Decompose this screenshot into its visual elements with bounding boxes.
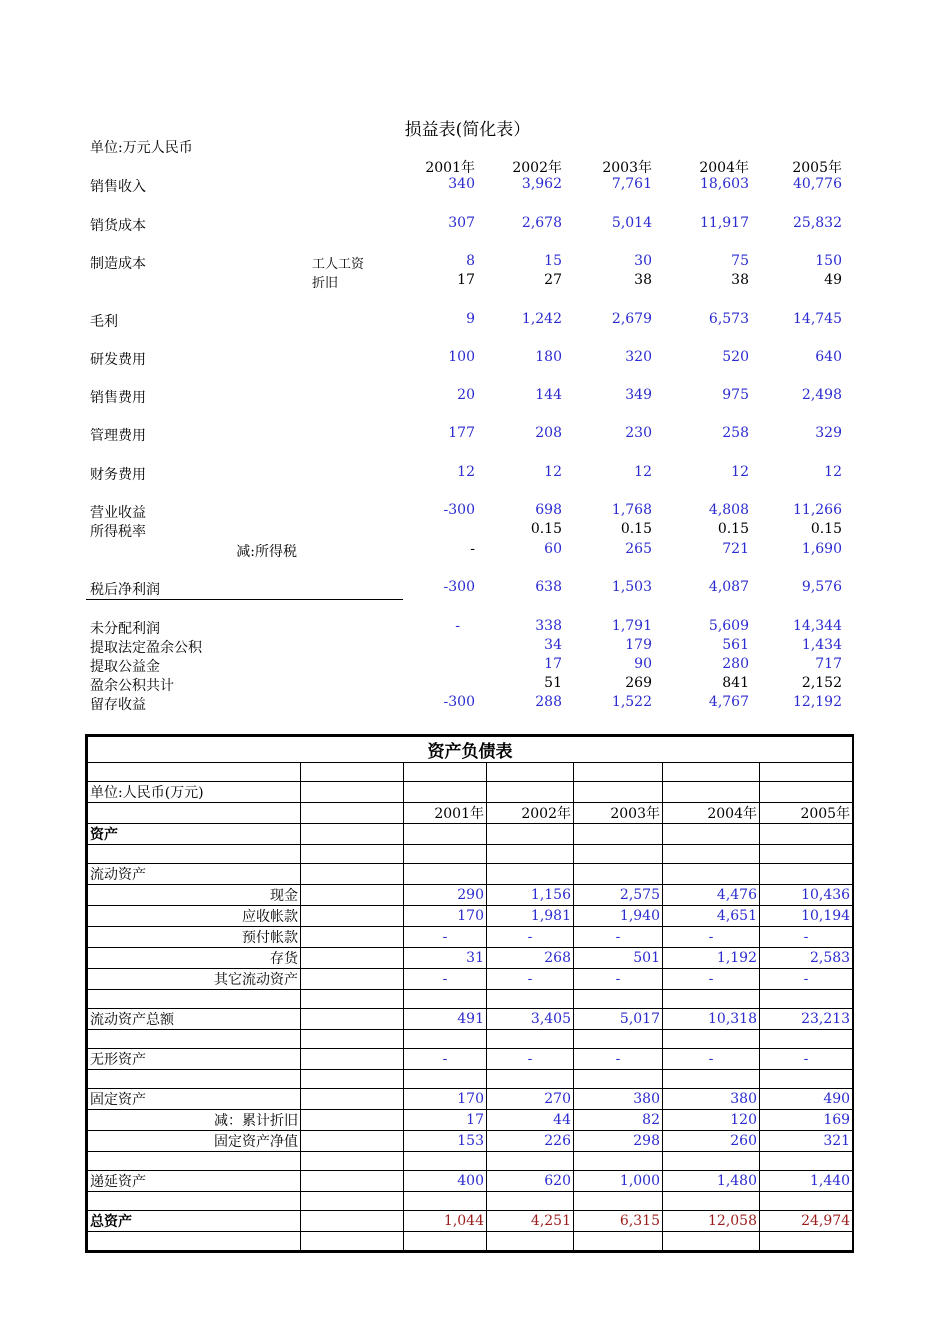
assets-heading-row xyxy=(88,824,853,845)
cell-value: 2,152 xyxy=(801,675,842,691)
cell-value: 2,575 xyxy=(574,885,663,906)
cell-value: 298 xyxy=(574,1131,663,1152)
cell-value: 290 xyxy=(404,885,487,906)
cell-value: 5,609 xyxy=(708,618,749,634)
cell-value: 620 xyxy=(487,1171,574,1192)
income-row-tax-rate xyxy=(0,521,950,540)
bs-row-total-current xyxy=(88,1009,853,1030)
year-header: 2003年 xyxy=(574,803,663,824)
blank-row xyxy=(88,1232,853,1251)
cell-value: 179 xyxy=(625,637,652,653)
income-statement-title: 损益表(简化表） xyxy=(404,120,531,140)
cell-value: 841 xyxy=(722,675,749,691)
cell-value: 698 xyxy=(535,502,562,518)
cell-value: 75 xyxy=(731,253,749,269)
bs-row-prepaid xyxy=(88,927,853,948)
cell-value: 258 xyxy=(722,425,749,441)
row-label: 减:所得税 xyxy=(236,544,297,560)
cell-value: - xyxy=(487,969,574,990)
blank-row xyxy=(88,845,853,864)
cell-value: 9 xyxy=(466,311,475,327)
cell-value: 170 xyxy=(404,1089,487,1110)
cell-value: 14,745 xyxy=(793,311,842,327)
balance-title-row xyxy=(88,737,853,763)
cell-value: 380 xyxy=(663,1089,760,1110)
cell-value: 12 xyxy=(731,464,749,480)
income-row-retained xyxy=(0,694,950,713)
blank-row xyxy=(88,1192,853,1211)
row-label: 提取法定盈余公积 xyxy=(90,640,202,656)
cell-value: - xyxy=(487,1049,574,1070)
cell-value: 18,603 xyxy=(700,176,749,192)
cell-value: 1,000 xyxy=(574,1171,663,1192)
cell-value: 5,017 xyxy=(574,1009,663,1030)
cell-value: 60 xyxy=(544,541,562,557)
cell-value: 1,522 xyxy=(611,694,652,710)
income-row-manufacturing-labor xyxy=(0,253,950,272)
cell-value: - xyxy=(455,618,460,634)
cell-value: - xyxy=(404,969,487,990)
year-header: 2001年 xyxy=(404,803,487,824)
current-assets-heading-row xyxy=(88,864,853,885)
row-label: 盈余公积共计 xyxy=(90,678,174,694)
year-header: 2003年 xyxy=(602,160,652,176)
bs-row-deferred xyxy=(88,1171,853,1192)
cell-value: 380 xyxy=(574,1089,663,1110)
year-header: 2002年 xyxy=(487,803,574,824)
cell-value: 1,044 xyxy=(404,1211,487,1232)
cell-value: - xyxy=(574,969,663,990)
year-header: 2004年 xyxy=(699,160,749,176)
cell-value: 8 xyxy=(466,253,475,269)
row-label: 无形资产 xyxy=(88,1049,301,1070)
income-row-operating xyxy=(0,502,950,521)
row-label: 毛利 xyxy=(90,314,118,330)
cell-value: 1,440 xyxy=(760,1171,853,1192)
cell-value: - xyxy=(663,969,760,990)
row-label: 固定资产 xyxy=(88,1089,301,1110)
cell-value: 4,251 xyxy=(487,1211,574,1232)
cell-value: - xyxy=(470,541,475,557)
cell-value: 717 xyxy=(815,656,842,672)
blank-row xyxy=(88,1030,853,1049)
cell-value: 144 xyxy=(535,387,562,403)
cell-value: 11,917 xyxy=(700,215,749,231)
cell-value: 23,213 xyxy=(760,1009,853,1030)
income-row-welfare-fund xyxy=(0,656,950,675)
cell-value: 17 xyxy=(457,272,475,288)
net-profit-underline xyxy=(86,599,403,600)
cell-value: 10,318 xyxy=(663,1009,760,1030)
balance-sheet-title: 资产负债表 xyxy=(88,737,853,763)
cell-value: 7,761 xyxy=(611,176,652,192)
cell-value: - xyxy=(574,1049,663,1070)
bs-row-intangible xyxy=(88,1049,853,1070)
cell-value: 12 xyxy=(544,464,562,480)
row-label: 提取公益金 xyxy=(90,659,160,675)
cell-value: 268 xyxy=(487,948,574,969)
cell-value: 10,436 xyxy=(760,885,853,906)
cell-value: -300 xyxy=(443,579,475,595)
row-label: 税后净利润 xyxy=(90,582,160,598)
cell-value: 4,651 xyxy=(663,906,760,927)
row-label: 销售费用 xyxy=(90,390,146,406)
row-label: 财务费用 xyxy=(90,467,146,483)
bs-row-receivables xyxy=(88,906,853,927)
row-label: 未分配利润 xyxy=(90,621,160,637)
cell-value: 120 xyxy=(663,1110,760,1131)
bs-row-fixed xyxy=(88,1089,853,1110)
bs-row-total-assets xyxy=(88,1211,853,1232)
cell-value: 20 xyxy=(457,387,475,403)
current-assets-heading: 流动资产 xyxy=(88,864,301,885)
row-label: 销售收入 xyxy=(90,179,146,195)
cell-value: 0.15 xyxy=(717,521,749,537)
cell-value: 0.15 xyxy=(530,521,562,537)
cell-value: 230 xyxy=(625,425,652,441)
cell-value: 0.15 xyxy=(620,521,652,537)
cell-value: 1,480 xyxy=(663,1171,760,1192)
cell-value: 270 xyxy=(487,1089,574,1110)
blank-row xyxy=(88,990,853,1009)
cell-value: 12 xyxy=(634,464,652,480)
bs-row-cash xyxy=(88,885,853,906)
cell-value: 280 xyxy=(722,656,749,672)
row-label: 存货 xyxy=(88,948,301,969)
cell-value: 49 xyxy=(824,272,842,288)
year-header: 2002年 xyxy=(512,160,562,176)
cell-value: 4,808 xyxy=(708,502,749,518)
blank-row xyxy=(88,763,853,782)
balance-unit-row xyxy=(88,782,853,803)
year-header: 2004年 xyxy=(663,803,760,824)
cell-value: 2,678 xyxy=(521,215,562,231)
cell-value: 100 xyxy=(448,349,475,365)
cell-value: 2,498 xyxy=(801,387,842,403)
income-row-rnd xyxy=(0,349,950,368)
blank-row xyxy=(88,1070,853,1089)
bs-row-inventory xyxy=(88,948,853,969)
row-label: 减：累计折旧 xyxy=(88,1110,301,1131)
cell-value: 150 xyxy=(815,253,842,269)
cell-value: -300 xyxy=(443,502,475,518)
cell-value: -300 xyxy=(443,694,475,710)
row-label: 总资产 xyxy=(88,1211,301,1232)
cell-value: 260 xyxy=(663,1131,760,1152)
income-row-gross-profit xyxy=(0,311,950,330)
income-row-cogs xyxy=(0,215,950,234)
balance-sheet xyxy=(85,734,854,1253)
assets-heading: 资产 xyxy=(88,824,301,845)
cell-value: 1,791 xyxy=(611,618,652,634)
cell-value: 38 xyxy=(731,272,749,288)
cell-value: 17 xyxy=(544,656,562,672)
income-row-statutory-reserve xyxy=(0,637,950,656)
row-label: 应收帐款 xyxy=(88,906,301,927)
row-sublabel: 折旧 xyxy=(312,276,339,291)
cell-value: 6,315 xyxy=(574,1211,663,1232)
cell-value: 1,981 xyxy=(487,906,574,927)
cell-value: - xyxy=(760,927,853,948)
row-label: 所得税率 xyxy=(90,524,146,540)
cell-value: - xyxy=(487,927,574,948)
cell-value: 320 xyxy=(625,349,652,365)
cell-value: 400 xyxy=(404,1171,487,1192)
cell-value: 169 xyxy=(760,1110,853,1131)
cell-value: 338 xyxy=(535,618,562,634)
cell-value: 30 xyxy=(634,253,652,269)
cell-value: 27 xyxy=(544,272,562,288)
cell-value: 1,690 xyxy=(801,541,842,557)
cell-value: 1,503 xyxy=(611,579,652,595)
cell-value: 25,832 xyxy=(793,215,842,231)
cell-value: 12,058 xyxy=(663,1211,760,1232)
cell-value: 975 xyxy=(722,387,749,403)
cell-value: 10,194 xyxy=(760,906,853,927)
cell-value: 340 xyxy=(448,176,475,192)
cell-value: 4,476 xyxy=(663,885,760,906)
cell-value: 82 xyxy=(574,1110,663,1131)
row-sublabel: 工人工资 xyxy=(312,257,365,272)
cell-value: 1,156 xyxy=(487,885,574,906)
cell-value: 1,434 xyxy=(801,637,842,653)
cell-value: - xyxy=(663,927,760,948)
cell-value: 321 xyxy=(760,1131,853,1152)
cell-value: - xyxy=(404,927,487,948)
balance-sheet-table xyxy=(87,736,853,1251)
income-row-finance xyxy=(0,464,950,483)
income-row-net-profit xyxy=(0,579,950,598)
cell-value: 3,962 xyxy=(521,176,562,192)
row-label: 递延资产 xyxy=(88,1171,301,1192)
cell-value: 9,576 xyxy=(801,579,842,595)
income-unit-label: 单位:万元人民币 xyxy=(90,140,193,156)
row-label: 销货成本 xyxy=(90,218,146,234)
cell-value: - xyxy=(574,927,663,948)
row-label: 其它流动资产 xyxy=(88,969,301,990)
cell-value: 329 xyxy=(815,425,842,441)
row-label: 现金 xyxy=(88,885,301,906)
balance-year-header-row xyxy=(88,803,853,824)
cell-value: 15 xyxy=(544,253,562,269)
cell-value: 491 xyxy=(404,1009,487,1030)
cell-value: 721 xyxy=(722,541,749,557)
cell-value: 349 xyxy=(625,387,652,403)
cell-value: 38 xyxy=(634,272,652,288)
cell-value: 40,776 xyxy=(793,176,842,192)
cell-value: 208 xyxy=(535,425,562,441)
cell-value: 17 xyxy=(404,1110,487,1131)
cell-value: 44 xyxy=(487,1110,574,1131)
cell-value: 90 xyxy=(634,656,652,672)
cell-value: 24,974 xyxy=(760,1211,853,1232)
cell-value: - xyxy=(760,969,853,990)
cell-value: 51 xyxy=(544,675,562,691)
cell-value: 180 xyxy=(535,349,562,365)
cell-value: 11,266 xyxy=(793,502,842,518)
year-header: 2001年 xyxy=(425,160,475,176)
cell-value: 2,679 xyxy=(611,311,652,327)
cell-value: 34 xyxy=(544,637,562,653)
cell-value: 12 xyxy=(457,464,475,480)
cell-value: 1,768 xyxy=(611,502,652,518)
cell-value: 490 xyxy=(760,1089,853,1110)
income-row-admin xyxy=(0,425,950,444)
cell-value: 31 xyxy=(404,948,487,969)
income-row-income-tax xyxy=(0,541,950,560)
cell-value: 177 xyxy=(448,425,475,441)
row-label: 研发费用 xyxy=(90,352,146,368)
cell-value: 4,087 xyxy=(708,579,749,595)
bs-row-other-current xyxy=(88,969,853,990)
cell-value: 226 xyxy=(487,1131,574,1152)
year-header: 2005年 xyxy=(760,803,853,824)
income-row-undistributed xyxy=(0,618,950,637)
cell-value: 307 xyxy=(448,215,475,231)
cell-value: - xyxy=(404,1049,487,1070)
cell-value: 0.15 xyxy=(810,521,842,537)
balance-unit-label: 单位:人民币(万元) xyxy=(88,782,301,803)
cell-value: 265 xyxy=(625,541,652,557)
cell-value: 501 xyxy=(574,948,663,969)
cell-value: 1,192 xyxy=(663,948,760,969)
cell-value: - xyxy=(760,1049,853,1070)
cell-value: 153 xyxy=(404,1131,487,1152)
income-row-sales xyxy=(0,176,950,195)
cell-value: 170 xyxy=(404,906,487,927)
row-label: 预付帐款 xyxy=(88,927,301,948)
cell-value: 269 xyxy=(625,675,652,691)
row-label: 留存收益 xyxy=(90,697,146,713)
row-label: 固定资产净值 xyxy=(88,1131,301,1152)
cell-value: 1,940 xyxy=(574,906,663,927)
cell-value: 12 xyxy=(824,464,842,480)
income-year-header-row xyxy=(0,157,950,176)
cell-value: 2,583 xyxy=(760,948,853,969)
income-row-reserve-total xyxy=(0,675,950,694)
cell-value: 638 xyxy=(535,579,562,595)
cell-value: 6,573 xyxy=(708,311,749,327)
row-label: 制造成本 xyxy=(90,256,146,272)
cell-value: 3,405 xyxy=(487,1009,574,1030)
cell-value: 4,767 xyxy=(708,694,749,710)
cell-value: 1,242 xyxy=(521,311,562,327)
cell-value: 14,344 xyxy=(793,618,842,634)
cell-value: 288 xyxy=(535,694,562,710)
row-label: 管理费用 xyxy=(90,428,146,444)
cell-value: 561 xyxy=(722,637,749,653)
cell-value: - xyxy=(663,1049,760,1070)
bs-row-fixed-net xyxy=(88,1131,853,1152)
row-label: 流动资产总额 xyxy=(88,1009,301,1030)
cell-value: 5,014 xyxy=(611,215,652,231)
blank-row xyxy=(88,1152,853,1171)
cell-value: 640 xyxy=(815,349,842,365)
income-row-selling xyxy=(0,387,950,406)
bs-row-accumulated-depreciation xyxy=(88,1110,853,1131)
row-label: 营业收益 xyxy=(90,505,146,521)
year-header: 2005年 xyxy=(792,160,842,176)
cell-value: 520 xyxy=(722,349,749,365)
income-row-depreciation xyxy=(0,272,950,291)
cell-value: 12,192 xyxy=(793,694,842,710)
